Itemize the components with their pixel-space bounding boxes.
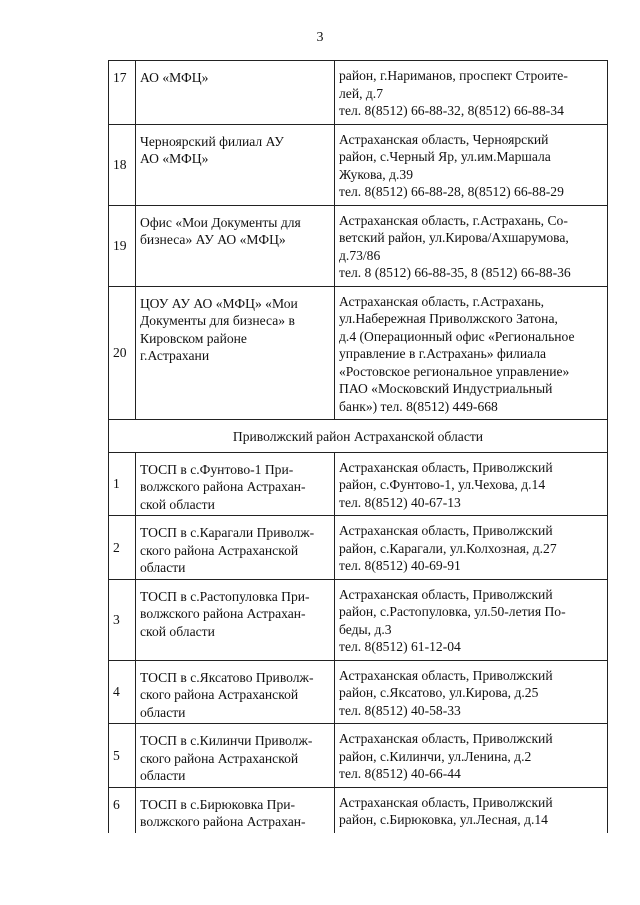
office-name-line: области bbox=[140, 704, 186, 720]
office-name-line: ТОСП в с.Карагали Приволж- bbox=[140, 525, 315, 540]
row-number: 19 bbox=[109, 205, 136, 286]
table-row bbox=[109, 205, 608, 286]
office-name-line: ской области bbox=[140, 623, 215, 639]
table-row bbox=[109, 452, 608, 516]
office-name-line: ТОСП в с.Яксатово Приволж- bbox=[140, 669, 314, 685]
office-address-line: банк») тел. 8(8512) 449-668 bbox=[339, 398, 498, 414]
office-name-line: волжского района Астрахан- bbox=[140, 814, 306, 829]
office-address-line: беды, д.3 bbox=[339, 621, 392, 637]
office-address-line: Астраханская область, Приволжский bbox=[339, 459, 553, 475]
office-address-line: Астраханская область, Приволжский bbox=[339, 586, 553, 602]
office-name-line: Черноярский филиал АУ bbox=[140, 133, 284, 149]
office-name-cell bbox=[136, 452, 335, 516]
office-name-cell bbox=[136, 787, 335, 833]
office-address-cell bbox=[335, 452, 608, 516]
office-name-line: области bbox=[140, 560, 186, 575]
office-address-line: Астраханская область, Черноярский bbox=[339, 131, 549, 147]
office-address-line: Астраханская область, г.Астрахань, bbox=[339, 293, 545, 309]
office-address-cell bbox=[335, 660, 608, 724]
office-address-line: тел. 8 (8512) 66-88-35, 8 (8512) 66-88-36 bbox=[339, 265, 571, 280]
office-address-line: Жукова, д.39 bbox=[339, 166, 414, 182]
office-name-line: волжского района Астрахан- bbox=[140, 479, 306, 494]
office-name-cell bbox=[136, 286, 335, 420]
row-number: 17 bbox=[109, 61, 136, 125]
table-row bbox=[109, 724, 608, 788]
office-address-line: район, с.Растопуловка, ул.50-летия По- bbox=[339, 604, 566, 619]
row-number: 1 bbox=[109, 452, 136, 516]
office-name-cell bbox=[136, 124, 335, 205]
office-address-cell bbox=[335, 124, 608, 205]
office-address-line: ветский район, ул.Кирова/Ахшарумова, bbox=[339, 230, 569, 245]
section-header-row bbox=[109, 420, 608, 453]
office-name-cell bbox=[136, 724, 335, 788]
table-row bbox=[109, 61, 608, 125]
office-address-cell bbox=[335, 579, 608, 660]
office-name-cell bbox=[136, 516, 335, 580]
table-row bbox=[109, 516, 608, 580]
office-address-line: д.73/86 bbox=[339, 247, 381, 263]
office-name-line: Кировском районе bbox=[140, 330, 247, 346]
office-address-line: Астраханская область, Приволжский bbox=[339, 523, 553, 538]
office-name-line: АО «МФЦ» bbox=[140, 151, 209, 166]
office-name-line: Офис «Мои Документы для bbox=[140, 214, 301, 230]
office-address-line: тел. 8(8512) 66-88-28, 8(8512) 66-88-29 bbox=[339, 184, 564, 199]
office-address-line: район, с.Бирюковка, ул.Лесная, д.14 bbox=[339, 812, 548, 827]
office-name-line: волжского района Астрахан- bbox=[140, 606, 306, 621]
office-name-line: ского района Астраханской bbox=[140, 687, 299, 702]
row-number: 3 bbox=[109, 579, 136, 660]
office-address-line: ул.Набережная Приволжского Затона, bbox=[339, 311, 558, 326]
section-title: Приволжский район Астраханской области bbox=[109, 420, 608, 453]
offices-table bbox=[108, 60, 608, 833]
office-name-line: ЦОУ АУ АО «МФЦ» «Мои bbox=[140, 295, 298, 311]
table-row bbox=[109, 579, 608, 660]
office-address-line: район, с.Килинчи, ул.Ленина, д.2 bbox=[339, 748, 532, 764]
row-number: 2 bbox=[109, 516, 136, 580]
office-address-line: тел. 8(8512) 40-69-91 bbox=[339, 558, 461, 573]
row-number: 4 bbox=[109, 660, 136, 724]
office-address-cell bbox=[335, 516, 608, 580]
office-address-line: тел. 8(8512) 61-12-04 bbox=[339, 639, 461, 654]
office-name-line: Документы для бизнеса» в bbox=[140, 313, 295, 328]
office-address-line: д.4 (Операционный офис «Региональное bbox=[339, 328, 575, 344]
office-address-line: управление в г.Астрахань» филиала bbox=[339, 346, 547, 361]
office-name-line: ТОСП в с.Килинчи Приволж- bbox=[140, 733, 313, 748]
office-address-line: лей, д.7 bbox=[339, 85, 384, 101]
office-address-line: ПАО «Московский Индустриальный bbox=[339, 381, 553, 396]
office-name-line: ТОСП в с.Бирюковка При- bbox=[140, 796, 296, 812]
office-address-line: район, с.Яксатово, ул.Кирова, д.25 bbox=[339, 685, 539, 700]
office-address-cell bbox=[335, 61, 608, 125]
office-address-cell bbox=[335, 286, 608, 420]
row-number: 6 bbox=[109, 787, 136, 833]
office-address-line: район, г.Нариманов, проспект Строите- bbox=[339, 68, 568, 83]
office-address-cell bbox=[335, 724, 608, 788]
office-name-cell bbox=[136, 61, 335, 125]
office-address-cell bbox=[335, 787, 608, 833]
office-name-cell bbox=[136, 660, 335, 724]
row-number: 5 bbox=[109, 724, 136, 788]
office-address-line: район, с.Карагали, ул.Колхозная, д.27 bbox=[339, 540, 557, 556]
office-name-line: области bbox=[140, 768, 186, 783]
row-number: 20 bbox=[109, 286, 136, 420]
office-name-line: ТОСП в с.Фунтово-1 При- bbox=[140, 461, 294, 477]
office-address-line: район, с.Черный Яр, ул.им.Маршала bbox=[339, 149, 551, 164]
office-address-line: Астраханская область, Приволжский bbox=[339, 794, 553, 810]
row-number: 18 bbox=[109, 124, 136, 205]
page-number: 3 bbox=[316, 30, 324, 45]
office-address-line: Астраханская область, Приволжский bbox=[339, 667, 553, 683]
office-address-line: «Ростовское региональное управление» bbox=[339, 363, 570, 379]
table-row bbox=[109, 660, 608, 724]
office-name-line: ского района Астраханской bbox=[140, 750, 299, 766]
office-name-line: г.Астрахани bbox=[140, 348, 210, 363]
office-address-line: тел. 8(8512) 40-58-33 bbox=[339, 702, 461, 718]
office-name-line: ской области bbox=[140, 496, 215, 512]
office-address-line: Астраханская область, г.Астрахань, Со- bbox=[339, 212, 568, 228]
table-row bbox=[109, 787, 608, 833]
table-row bbox=[109, 286, 608, 420]
table-row bbox=[109, 124, 608, 205]
office-name-line: ского района Астраханской bbox=[140, 542, 299, 558]
office-address-line: тел. 8(8512) 40-66-44 bbox=[339, 766, 461, 781]
office-address-line: район, с.Фунтово-1, ул.Чехова, д.14 bbox=[339, 477, 546, 492]
office-address-cell bbox=[335, 205, 608, 286]
office-name-cell bbox=[136, 579, 335, 660]
office-name-line: ТОСП в с.Растопуловка При- bbox=[140, 588, 310, 604]
office-address-line: Астраханская область, Приволжский bbox=[339, 731, 553, 746]
office-address-line: тел. 8(8512) 40-67-13 bbox=[339, 494, 461, 510]
office-name-cell bbox=[136, 205, 335, 286]
office-name-line: АО «МФЦ» bbox=[140, 70, 209, 85]
office-name-line: бизнеса» АУ АО «МФЦ» bbox=[140, 232, 286, 247]
office-address-line: тел. 8(8512) 66-88-32, 8(8512) 66-88-34 bbox=[339, 103, 564, 118]
